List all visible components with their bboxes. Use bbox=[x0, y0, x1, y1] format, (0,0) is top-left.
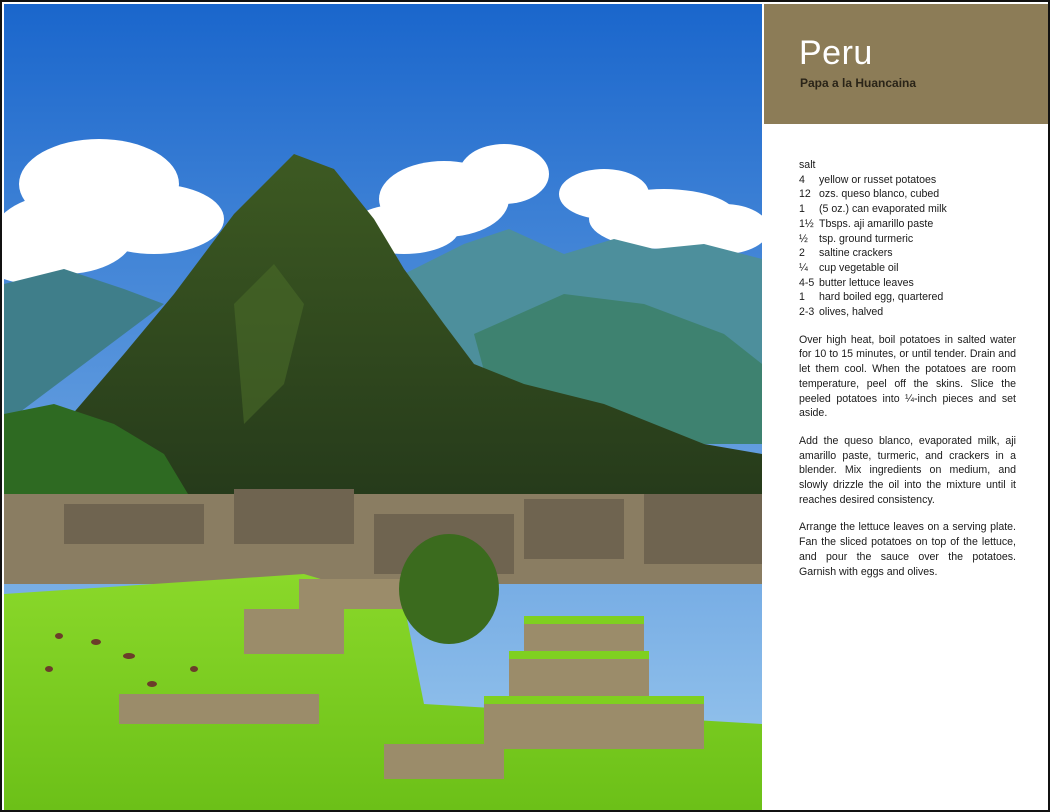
ingredient-item bbox=[799, 173, 1016, 188]
ingredient-qty: 1 bbox=[799, 291, 805, 304]
ingredient-text: olives, halved bbox=[819, 306, 884, 319]
ingredient-item bbox=[799, 246, 1016, 261]
ingredient-list bbox=[799, 158, 1016, 320]
ingredient-text: Tbsps. aji amarillo paste bbox=[819, 217, 934, 230]
ingredient-item bbox=[799, 276, 1016, 291]
ingredient-item bbox=[799, 217, 1016, 232]
ingredient-text: ozs. queso blanco, cubed bbox=[819, 188, 940, 201]
ingredient-qty: 4 bbox=[799, 173, 805, 186]
ingredient-item bbox=[799, 261, 1016, 276]
ingredient-qty: 2-3 bbox=[799, 306, 815, 319]
ingredient-item bbox=[799, 232, 1016, 247]
ingredient-item bbox=[799, 202, 1016, 217]
title-banner bbox=[764, 4, 1048, 124]
ingredient-qty: ¼ bbox=[799, 261, 808, 274]
dish-subtitle: Papa a la Huancaina bbox=[800, 76, 917, 90]
ingredient-item bbox=[799, 187, 1016, 202]
ingredient-text: hard boiled egg, quartered bbox=[819, 291, 944, 304]
ingredient-text: cup vegetable oil bbox=[819, 261, 899, 274]
ingredient-qty: 1 bbox=[799, 203, 805, 216]
ingredient-qty: ½ bbox=[799, 232, 808, 245]
ingredient-text: yellow or russet potatoes bbox=[819, 173, 937, 186]
instruction-step-1: Over high heat, boil potatoes in salted water for 10 to 15 minutes, or until tender. Drain and let them cool. When the potatoes are room temperature, peel off the skins. Slice the peeled potatoes into ¼-inch pieces and set aside. bbox=[799, 333, 1016, 420]
ingredient-item bbox=[799, 305, 1016, 320]
ingredient-text: saltine crackers bbox=[819, 247, 893, 260]
recipe-body bbox=[799, 158, 1016, 579]
country-title: Peru bbox=[799, 34, 873, 72]
ingredient-text: salt bbox=[799, 159, 816, 171]
tree bbox=[399, 534, 499, 644]
landscape-illustration bbox=[4, 4, 762, 810]
ingredient-qty: 12 bbox=[799, 188, 811, 201]
ingredient-item bbox=[799, 158, 1016, 173]
machu-picchu-photo bbox=[4, 4, 762, 810]
ingredient-qty: 1½ bbox=[799, 217, 814, 230]
ingredient-text: (5 oz.) can evaporated milk bbox=[819, 203, 947, 216]
ingredient-item bbox=[799, 290, 1016, 305]
instruction-step-3: Arrange the lettuce leaves on a serving plate. Fan the sliced potatoes on top of the lettuce, and pour the sauce over the potatoes. Garnish with eggs and olives. bbox=[799, 521, 1016, 578]
ingredient-text: tsp. ground turmeric bbox=[819, 232, 914, 245]
instruction-step-2: Add the queso blanco, evaporated milk, aji amarillo paste, turmeric, and crackers in a blender. Mix ingredients on medium, and slowly drizzle the oil into the mixture until it reaches desired consistency. bbox=[799, 434, 1016, 506]
ingredient-text: butter lettuce leaves bbox=[819, 276, 914, 289]
ingredient-qty: 4-5 bbox=[799, 276, 815, 289]
ingredient-qty: 2 bbox=[799, 247, 805, 260]
recipe-panel bbox=[764, 4, 1048, 810]
